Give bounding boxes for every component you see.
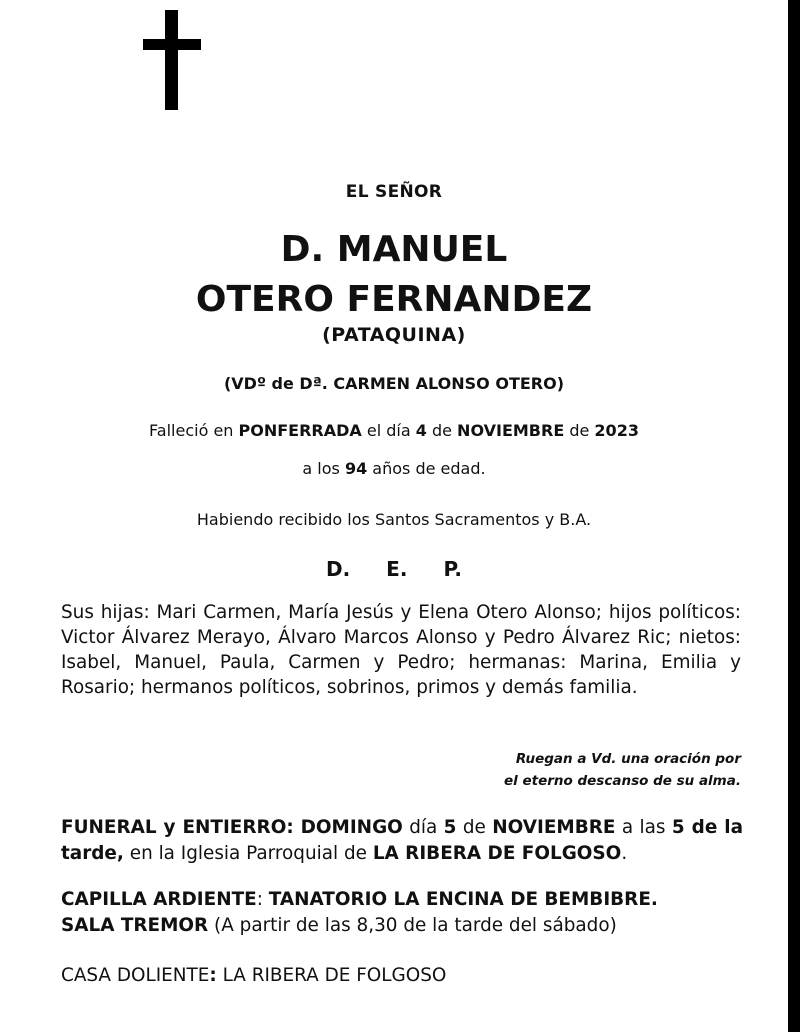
deceased-name-surnames: OTERO FERNANDEZ bbox=[195, 279, 593, 320]
chapel-label: CAPILLA ARDIENTE bbox=[61, 889, 257, 910]
chapel-details: CAPILLA ARDIENTE: TANATORIO LA ENCINA DE BEMBIBRE. SALA TREMOR (A partir de las 8,30 de la tarde del sábado) bbox=[61, 889, 658, 936]
widower-of: (VDº de Dª. CARMEN ALONSO OTERO) bbox=[223, 374, 565, 393]
dep-letter: D. bbox=[325, 557, 351, 581]
prayer-request bbox=[380, 748, 741, 792]
dep-letter: P. bbox=[443, 557, 463, 581]
right-border bbox=[788, 0, 800, 1032]
deceased-name-first: D. MANUEL bbox=[280, 229, 508, 270]
prayer-line: Ruegan a Vd. una oración por bbox=[515, 751, 741, 767]
chapel-value: TANATORIO LA ENCINA DE BEMBIBRE. bbox=[268, 889, 658, 910]
death-day: 4 bbox=[415, 421, 427, 440]
chapel-room: SALA TREMOR bbox=[61, 915, 209, 936]
deceased-nickname: (PATAQUINA) bbox=[322, 324, 466, 346]
cross-icon bbox=[141, 10, 203, 112]
prayer-line: el eterno descanso de su alma. bbox=[504, 773, 741, 789]
intro-title: EL SEÑOR bbox=[345, 182, 443, 202]
death-place: PONFERRADA bbox=[238, 421, 362, 440]
mourning-house: CASA DOLIENTE: LA RIBERA DE FOLGOSO bbox=[61, 965, 447, 986]
dep-letter: E. bbox=[386, 557, 408, 581]
age-value: 94 bbox=[344, 459, 368, 478]
funeral-details: FUNERAL y ENTIERRO: DOMINGO día 5 de NOVIEMBRE a las 5 de la tarde, en la Iglesia Parroquial de LA RIBERA DE FOLGOSO. bbox=[61, 817, 743, 864]
chapel-room-note: (A partir de las 8,30 de la tarde del sábado) bbox=[208, 915, 617, 936]
death-month: NOVIEMBRE bbox=[457, 421, 565, 440]
death-notice: Falleció en PONFERRADA el día 4 de NOVIEMBRE de 2023 bbox=[149, 421, 639, 440]
dep-letters bbox=[0, 557, 788, 581]
death-year: 2023 bbox=[594, 421, 639, 440]
sacraments-line: Habiendo recibido los Santos Sacramentos y B.A. bbox=[196, 510, 592, 529]
age-line: a los 94 años de edad. bbox=[302, 459, 486, 478]
family-paragraph: Sus hijas: Mari Carmen, María Jesús y Elena Otero Alonso; hijos políticos: Victor Álvarez Merayo, Álvaro Marcos Alonso y Pedro Álvarez Ric; nietos: Isabel, Manuel, Paula, Carmen y Pedro; hermanas: Marina, Emilia y Rosario; hermanos políticos, sobrinos, primos y demás familia. bbox=[61, 602, 741, 698]
